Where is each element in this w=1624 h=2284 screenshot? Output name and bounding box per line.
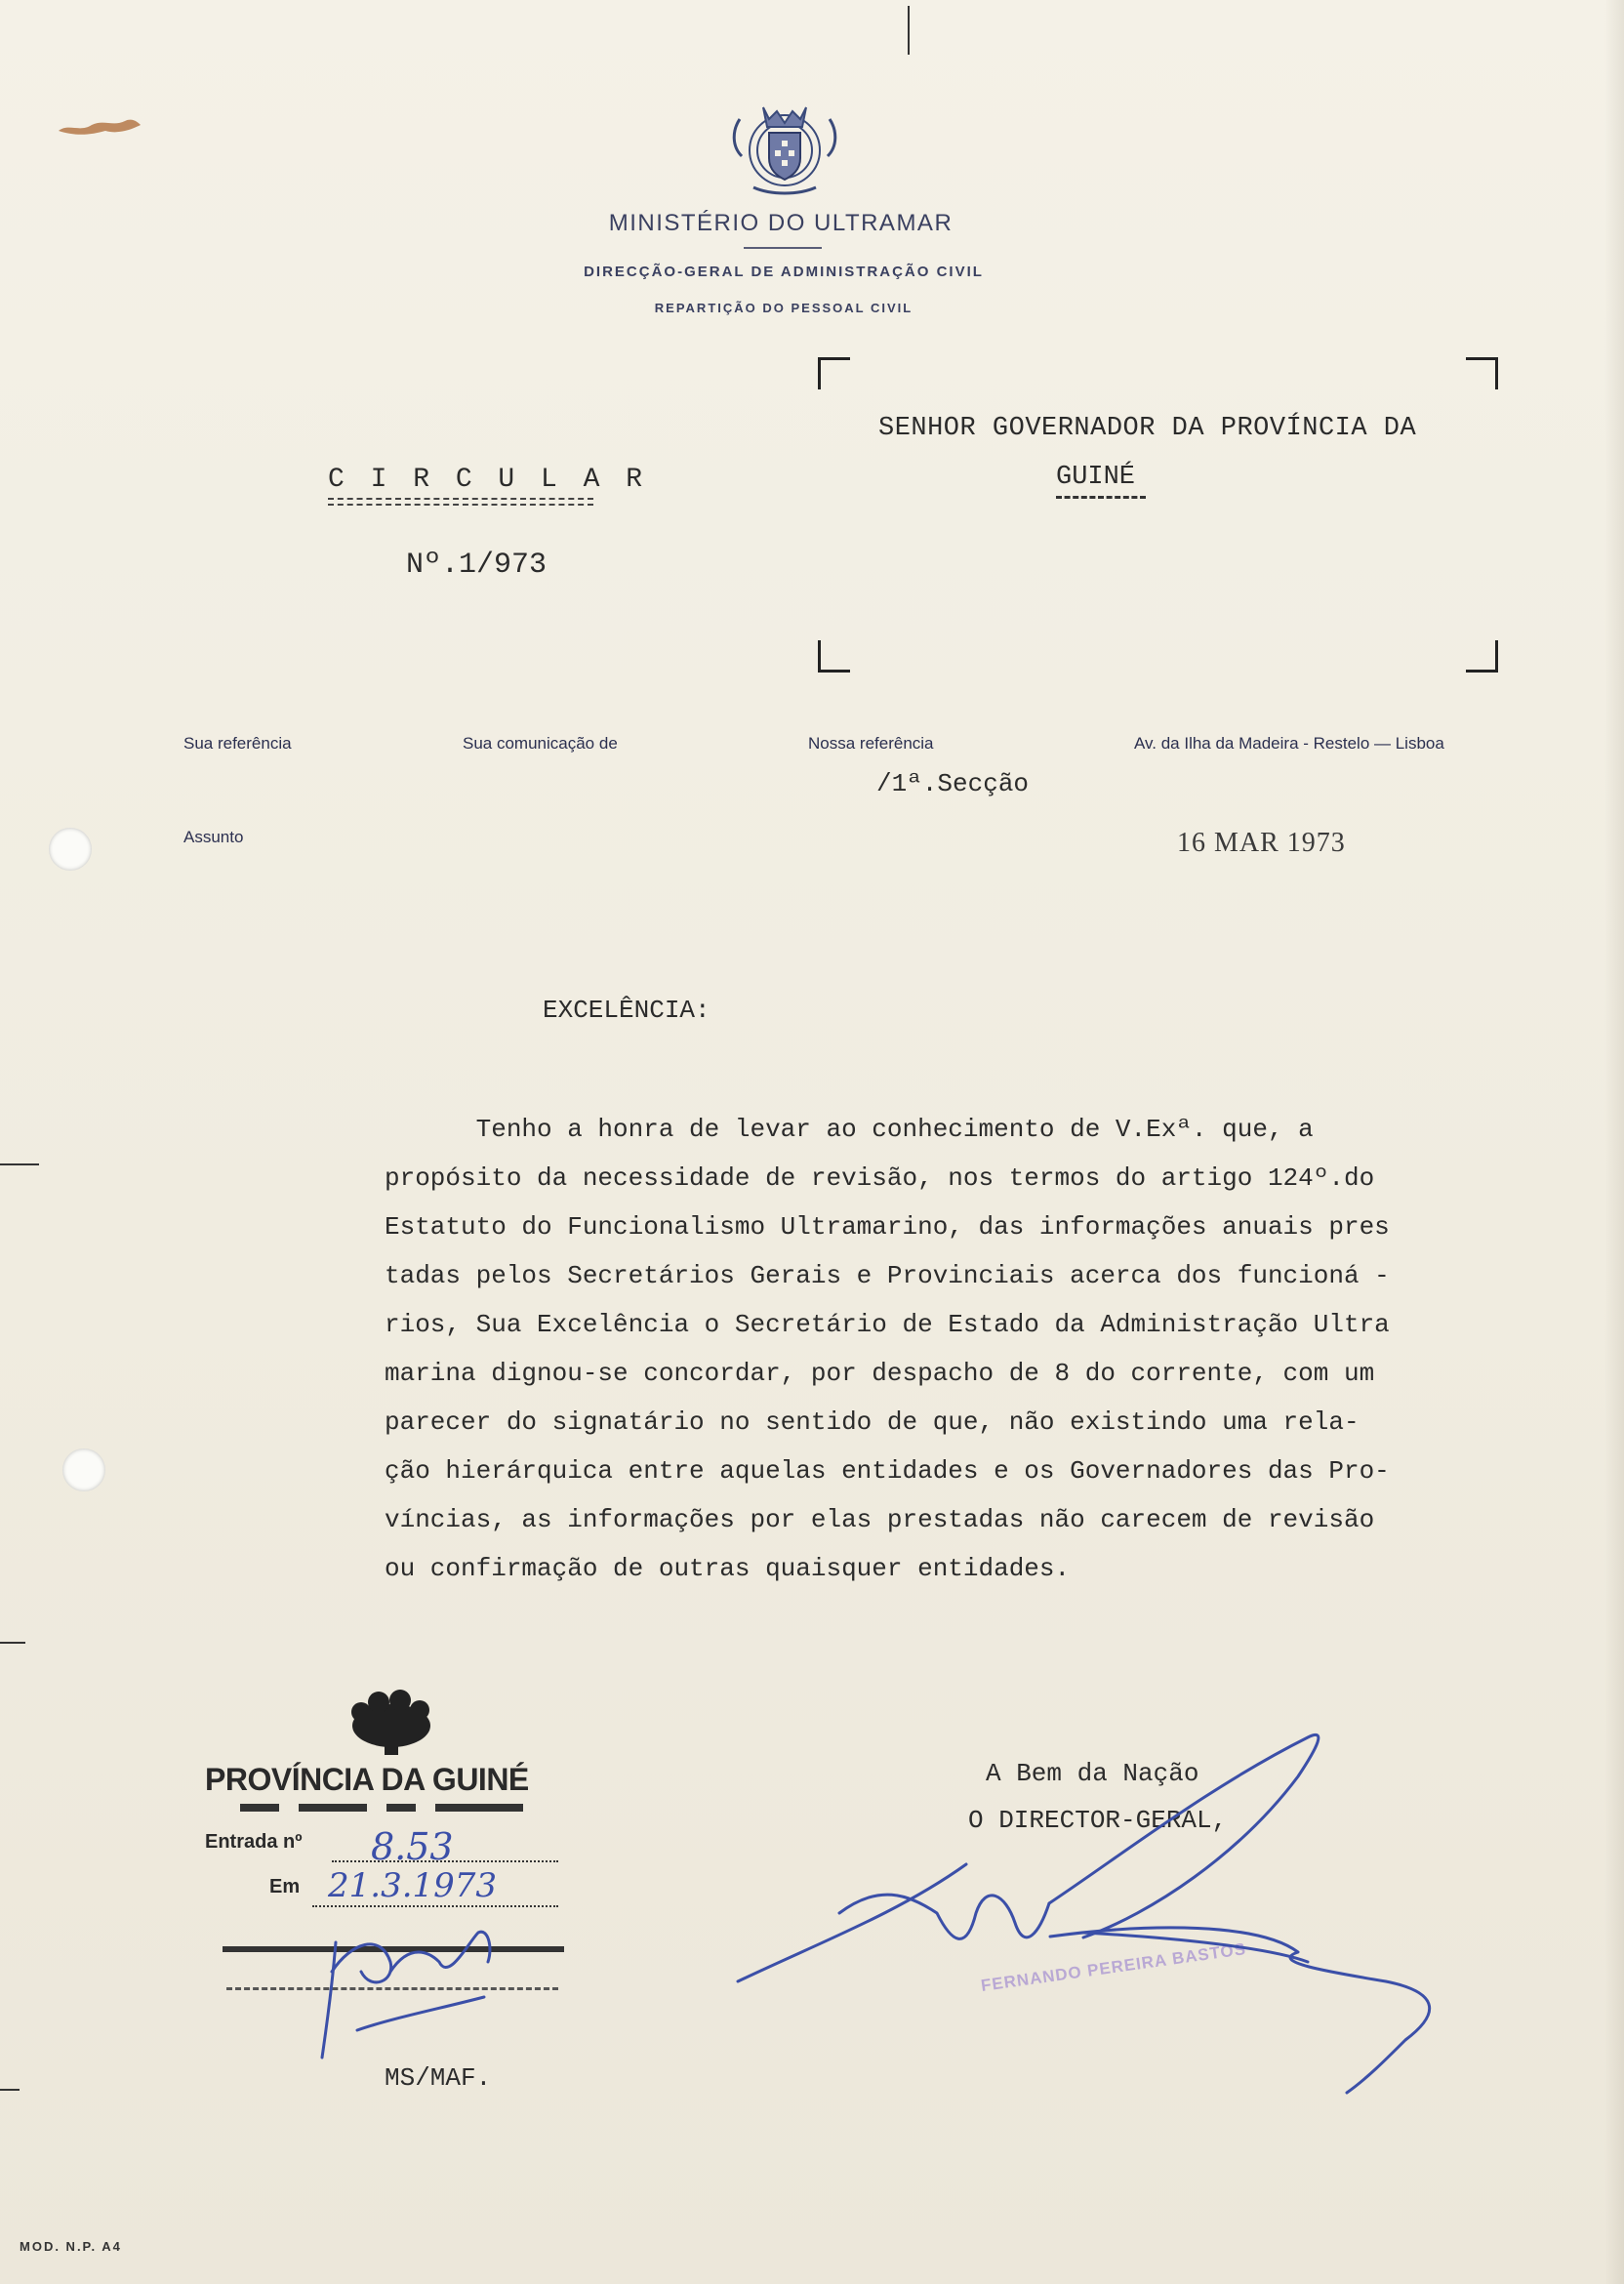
label-sua-referencia: Sua referência [183,734,292,753]
rust-mark-icon [55,113,142,139]
margin-tick [0,2089,20,2091]
document-type: C I R C U L A R [328,465,648,495]
typist-initials: MS/MAF. [385,2063,492,2093]
signatory-name-stamp: FERNANDO PEREIRA BASTOS [979,1939,1248,1995]
receipt-date-label: Em [269,1876,301,1897]
nossa-referencia-value: /1ª.Secção [876,769,1030,798]
ministry-address: Av. da Ilha da Madeira - Restelo — Lisboa [1134,734,1444,753]
paper-edge-shadow [1604,0,1624,2284]
double-underline [328,504,593,506]
label-sua-comunicacao: Sua comunicação de [463,734,618,753]
label-nossa-referencia: Nossa referência [808,734,934,753]
receipt-registo-label: Entrada nº [205,1831,303,1853]
document-number: Nº.1/973 [406,549,548,582]
province-seal-icon [340,1687,443,1757]
body-line: rios, Sua Excelência o Secretário de Estado da Administração Ultra [385,1310,1390,1339]
section-name: REPARTIÇÃO DO PESSOAL CIVIL [654,301,914,315]
margin-tick [0,1163,39,1165]
body-line: Tenho a honra de levar ao conhecimento de V.Exª. que, a [385,1115,1314,1144]
punch-hole [62,1448,105,1491]
address-corner [818,357,850,389]
punch-hole [49,828,92,871]
coat-of-arms-icon [724,98,845,199]
department-name: DIRECÇÃO-GERAL DE ADMINISTRAÇÃO CIVIL [584,264,984,280]
stamp-field-line [312,1905,558,1907]
receipt-stamp-title: PROVÍNCIA DA GUINÉ [205,1762,529,1797]
label-assunto: Assunto [183,828,244,846]
stamp-rule [223,1946,564,1952]
addressee-line-1: SENHOR GOVERNADOR DA PROVÍNCIA DA [878,414,1417,443]
letter-body [385,1105,1546,1593]
greeting: EXCELÊNCIA: [543,996,710,1025]
body-line: Estatuto do Funcionalismo Ultramarino, das informações anuais pres [385,1212,1390,1242]
ministry-name: MINISTÉRIO DO ULTRAMAR [608,210,954,236]
body-line: propósito da necessidade de revisão, nos termos do artigo 124º.do [385,1163,1375,1193]
receipt-date-value: 21.3.1973 [328,1866,498,1905]
margin-tick [0,1642,25,1644]
body-line: parecer do signatário no sentido de que, não existindo uma rela- [385,1407,1360,1437]
body-line: tadas pelos Secretários Gerais e Provinciais acerca dos funcioná - [385,1261,1390,1290]
address-corner [1466,357,1498,389]
body-line: ção hierárquica entre aquelas entidades e os Governadores das Pro- [385,1456,1390,1486]
addressee-line-2: GUINÉ [1056,463,1136,492]
address-corner [1466,640,1498,673]
fold-mark [908,6,910,55]
receipt-registo-value: 8.53 [371,1825,454,1868]
underline [1056,496,1146,499]
closing-title: O DIRECTOR-GERAL, [968,1806,1228,1835]
form-code: MOD. N.P. A4 [20,2239,122,2254]
stamp-rule [226,1987,558,1990]
divider [744,247,822,249]
date-stamp: 16 MAR 1973 [1177,828,1346,858]
double-underline [328,498,593,500]
address-corner [818,640,850,673]
stamp-subtitle-smudge [240,1802,543,1814]
body-line: víncias, as informações por elas prestadas não carecem de revisão [385,1505,1375,1534]
body-line: ou confirmação de outras quaisquer entidades. [385,1554,1071,1583]
closing-salutation: A Bem da Nação [986,1759,1199,1788]
body-line: marina dignou-se concordar, por despacho de 8 do corrente, com um [385,1359,1375,1388]
